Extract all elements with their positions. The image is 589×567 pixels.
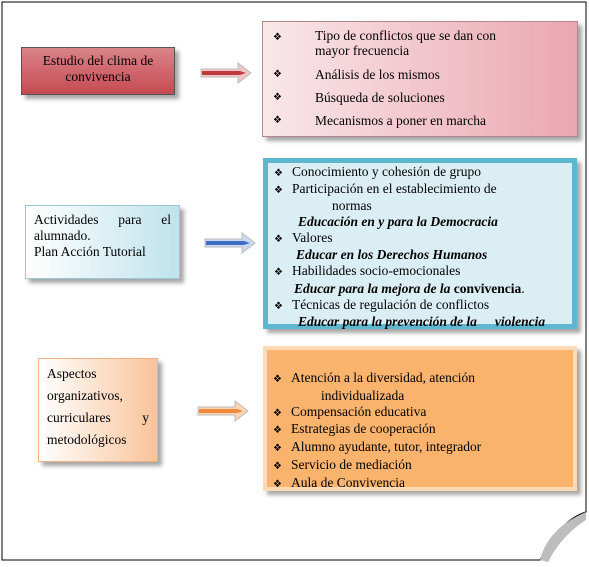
actividades-list-box xyxy=(263,158,577,329)
list-item xyxy=(273,67,567,83)
list-item xyxy=(274,165,566,181)
bullet-icon: ❖ xyxy=(274,267,283,279)
bullet-icon: ❖ xyxy=(273,92,282,103)
actividades-sublabel: Plan Acción Tutorial xyxy=(34,244,146,259)
sub-heading: Educar en los Derechos Humanos xyxy=(296,247,488,263)
sub-heading-period: . xyxy=(521,280,525,296)
item-text: Valores xyxy=(292,229,333,245)
conflictos-box xyxy=(262,21,578,137)
arrow-orange xyxy=(197,400,249,422)
aspectos-box xyxy=(38,358,158,462)
list-item xyxy=(274,264,566,280)
sub-heading xyxy=(274,282,566,296)
list-item xyxy=(274,231,566,247)
sub-heading xyxy=(274,315,566,329)
actividades-label: Actividades para el alumnado. xyxy=(34,212,171,243)
item-text: Aula de Convivencia xyxy=(291,474,405,490)
bullet-icon: ❖ xyxy=(273,443,282,455)
bullet-icon: ❖ xyxy=(273,478,282,490)
bullet-icon: ❖ xyxy=(274,168,283,179)
item-text: Compensación educativa xyxy=(291,403,427,419)
item-text: Participación en el establecimiento de xyxy=(292,181,497,197)
bullet-icon: ❖ xyxy=(273,374,282,385)
item-text: Conocimiento y cohesión de grupo xyxy=(292,164,481,179)
list-item xyxy=(273,113,567,129)
bullet-icon: ❖ xyxy=(274,185,283,197)
bullet-icon: ❖ xyxy=(273,115,282,126)
list-item xyxy=(273,28,567,58)
aspectos-label: Aspectos organizativos, curriculares y metodológicos xyxy=(47,366,149,447)
list-item xyxy=(273,457,567,475)
item-text: Técnicas de regulación de conflictos xyxy=(292,297,490,313)
clima-label: Estudio del clima de convivencia xyxy=(42,53,154,84)
item-text: Estrategias de cooperación xyxy=(291,421,436,437)
item-text: Mecanismos a poner en marcha xyxy=(315,113,486,128)
item-text-cont: normas xyxy=(332,197,372,213)
aspectos-list-box xyxy=(263,346,577,491)
bullet-icon: ❖ xyxy=(274,233,283,245)
item-text: Tipo de conflictos que se dan con xyxy=(315,28,496,43)
item-text-cont: mayor frecuencia xyxy=(315,43,410,58)
bullet-icon: ❖ xyxy=(273,425,282,437)
list-item xyxy=(273,421,567,439)
sub-heading: Educación en y para la Democracia xyxy=(298,214,498,230)
list-item xyxy=(273,439,567,457)
arrow-blue xyxy=(204,232,256,254)
list-item xyxy=(273,475,567,493)
sub-heading-bold: convivencia xyxy=(453,280,522,296)
list-item xyxy=(273,404,567,422)
clima-box xyxy=(21,47,175,95)
list-item xyxy=(273,370,567,388)
actividades-box xyxy=(25,205,180,279)
bullet-icon: ❖ xyxy=(273,69,282,80)
sub-heading-text: Educar para la prevención de la xyxy=(298,313,477,329)
bullet-icon: ❖ xyxy=(274,301,283,313)
item-text: Atención a la diversidad, atención xyxy=(291,370,476,385)
item-text-cont: individualizada xyxy=(321,387,405,403)
item-text: Servicio de mediación xyxy=(291,456,412,472)
item-text: Análisis de los mismos xyxy=(315,67,440,82)
item-text: Búsqueda de soluciones xyxy=(315,90,445,105)
sub-heading-text: Educar para la mejora de la xyxy=(294,280,451,296)
list-item xyxy=(274,182,566,198)
list-item xyxy=(274,298,566,314)
arrow-red xyxy=(200,62,252,84)
bullet-icon: ❖ xyxy=(273,460,282,472)
list-item xyxy=(273,90,567,106)
bullet-icon: ❖ xyxy=(273,32,282,43)
sub-heading-text-end: violencia xyxy=(494,313,546,329)
item-text: Habilidades socio-emocionales xyxy=(292,263,461,279)
bullet-icon: ❖ xyxy=(273,407,282,419)
item-text: Alumno ayudante, tutor, integrador xyxy=(291,439,482,455)
